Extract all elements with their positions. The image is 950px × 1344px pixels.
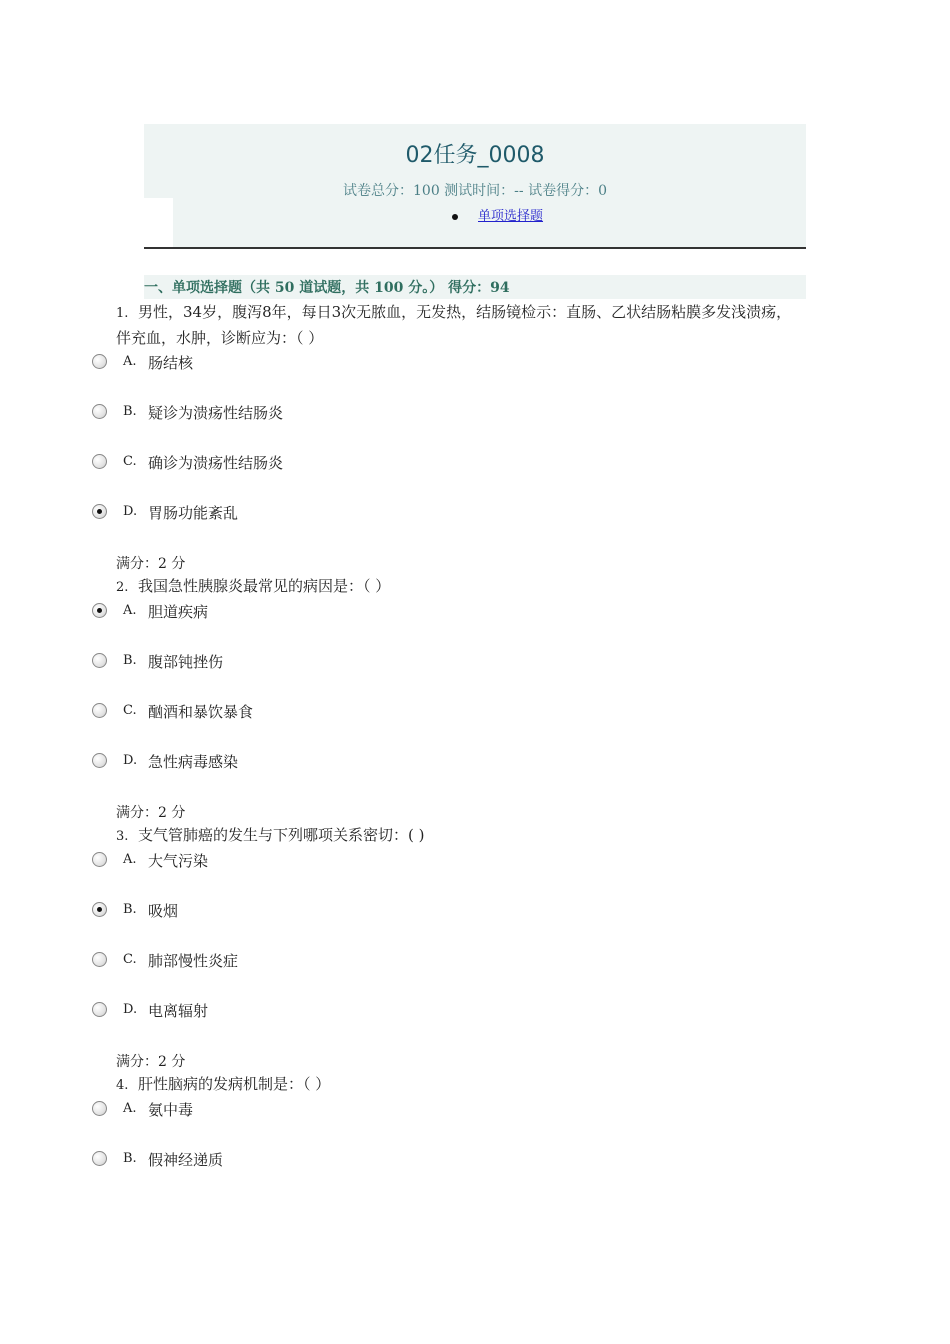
page-title: 02任务_0008 [405, 143, 545, 168]
nav-list-item [452, 205, 543, 224]
radio-icon[interactable] [92, 653, 107, 668]
radio-icon[interactable] [92, 1101, 107, 1116]
option-letter: B. [123, 404, 137, 419]
option-text: 电离辐射 [148, 1002, 209, 1020]
option-letter: B. [123, 653, 137, 668]
option-1b[interactable] [92, 404, 692, 424]
option-letter: D. [123, 1002, 138, 1017]
section-heading: 一、单项选择题（共 50 道试题，共 100 分。） 得分：94 [144, 275, 806, 299]
option-letter: B. [123, 902, 137, 917]
question-3 [116, 823, 806, 849]
nav-link-single-choice[interactable]: 单项选择题 [478, 209, 544, 224]
option-text: 吸烟 [148, 902, 179, 920]
question-number: 3. [116, 829, 129, 844]
question-number: 1. [116, 306, 129, 321]
option-2a[interactable] [92, 603, 692, 623]
question-number: 4. [116, 1078, 129, 1093]
radio-icon[interactable] [92, 354, 107, 369]
radio-icon[interactable] [92, 952, 107, 967]
bullet-icon [452, 214, 458, 220]
option-1d[interactable] [92, 504, 692, 524]
option-2b[interactable] [92, 653, 692, 673]
option-text: 假神经递质 [148, 1151, 224, 1169]
option-3d[interactable] [92, 1002, 692, 1022]
radio-icon-checked[interactable] [92, 902, 107, 917]
radio-icon[interactable] [92, 703, 107, 718]
option-letter: D. [123, 753, 138, 768]
option-3a[interactable] [92, 852, 692, 872]
option-text: 确诊为溃疡性结肠炎 [148, 454, 284, 472]
radio-icon[interactable] [92, 852, 107, 867]
option-letter: A. [123, 603, 137, 618]
option-4a[interactable] [92, 1101, 692, 1121]
option-text: 胆道疾病 [148, 603, 209, 621]
radio-icon[interactable] [92, 454, 107, 469]
question-4 [116, 1072, 806, 1098]
option-1a[interactable] [92, 354, 692, 374]
option-letter: D. [123, 504, 138, 519]
radio-icon-checked[interactable] [92, 603, 107, 618]
radio-icon[interactable] [92, 1002, 107, 1017]
option-letter: A. [123, 1101, 137, 1116]
question-score: 满分：2 分 [116, 1054, 186, 1070]
exam-meta: 试卷总分：100 测试时间：-- 试卷得分：0 [343, 183, 607, 199]
option-letter: C. [123, 703, 137, 718]
option-text: 疑诊为溃疡性结肠炎 [148, 404, 284, 422]
question-text: 支气管肺癌的发生与下列哪项关系密切：( ) [138, 826, 425, 844]
question-score: 满分：2 分 [116, 805, 186, 821]
header-divider [144, 247, 806, 249]
question-text: 肝性脑病的发病机制是：（ ） [138, 1075, 331, 1093]
option-text: 胃肠功能紊乱 [148, 504, 239, 522]
option-2d[interactable] [92, 753, 692, 773]
option-1c[interactable] [92, 454, 692, 474]
option-letter: A. [123, 354, 137, 369]
option-3b[interactable] [92, 902, 692, 922]
question-2 [116, 574, 806, 600]
option-letter: A. [123, 852, 137, 867]
option-text: 急性病毒感染 [148, 753, 239, 771]
question-score: 满分：2 分 [116, 556, 186, 572]
question-1 [116, 300, 806, 351]
header-notch [144, 198, 173, 248]
option-text: 氨中毒 [148, 1101, 194, 1119]
question-text: 男性，34岁，腹泻8年，每日3次无脓血，无发热，结肠镜检示：直肠、乙状结肠粘膜多发浅溃疡，伴充血，水肿，诊断应为：（ ） [116, 303, 792, 347]
question-number: 2. [116, 580, 129, 595]
option-text: 酗酒和暴饮暴食 [148, 703, 254, 721]
option-letter: B. [123, 1151, 137, 1166]
option-letter: C. [123, 454, 137, 469]
radio-icon[interactable] [92, 1151, 107, 1166]
option-text: 肺部慢性炎症 [148, 952, 239, 970]
question-text: 我国急性胰腺炎最常见的病因是：（ ） [138, 577, 391, 595]
radio-icon[interactable] [92, 753, 107, 768]
option-4b[interactable] [92, 1151, 692, 1171]
option-letter: C. [123, 952, 137, 967]
radio-icon-checked[interactable] [92, 504, 107, 519]
option-text: 肠结核 [148, 354, 194, 372]
radio-icon[interactable] [92, 404, 107, 419]
option-text: 腹部钝挫伤 [148, 653, 224, 671]
option-text: 大气污染 [148, 852, 209, 870]
option-2c[interactable] [92, 703, 692, 723]
option-3c[interactable] [92, 952, 692, 972]
